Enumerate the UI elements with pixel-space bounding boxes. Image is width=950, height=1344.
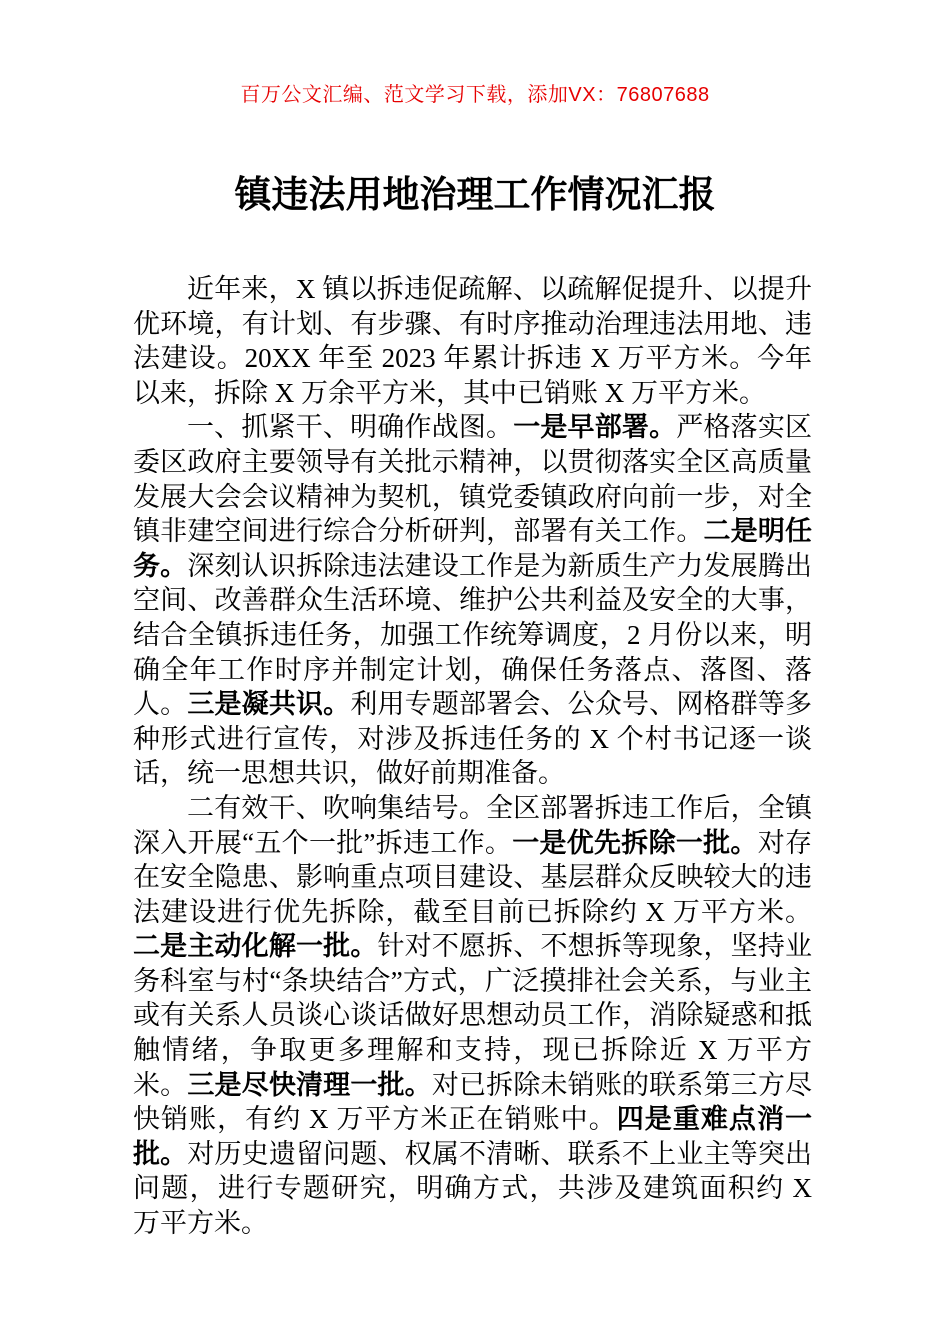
text-run: 对历史遗留问题、权属不清晰、联系不上业主等突出问题，进行专题研究，明确方式，共涉及建筑面积约 X 万平方米。	[133, 1138, 813, 1239]
text-run: 利用专题部署会、公众号、网格群等多种形式进行宣传，对涉及拆违任务的 X 个村书记逐一谈话，统一思想共识，做好前期准备。	[133, 689, 813, 789]
text-run: 一、抓紧干、明确作战图。	[187, 412, 514, 443]
emphasis-run: 四是重难点消一批。	[133, 1104, 812, 1169]
text-run: 对已拆除未销账的联系第三方尽快销账，有约 X 万平方米正在销账中。	[133, 1069, 813, 1135]
emphasis-run: 三是尽快清理一批。	[187, 1069, 432, 1100]
emphasis-run: 二是主动化解一批。	[133, 931, 378, 962]
document-title: 镇违法用地治理工作情况汇报	[234, 174, 716, 215]
paragraph	[133, 791, 812, 1241]
paragraph	[133, 272, 812, 410]
emphasis-run: 一是优先拆除一批。	[512, 827, 758, 858]
text-run: 对存在安全隐患、影响重点项目建设、基层群众反映较大的违法建设进行优先拆除，截至目前已拆除约 X 万平方米。	[133, 827, 812, 927]
text-run: 二有效干、吹响集结号。全区部署拆违工作后，全镇深入开展“五个一批”拆违工作。	[133, 792, 812, 858]
text-run: 针对不愿拆、不想拆等现象，坚持业务科室与村“条块结合”方式，广泛摸排社会关系，与业主或有关系人员谈心谈话做好思想动员工作，消除疑惑和抵触情绪，争取更多理解和支持，现已拆除近 X 万平方米。	[133, 931, 812, 1100]
text-run: 近年来，X 镇以拆违促疏解、以疏解促提升、以提升优环境，有计划、有步骤、有时序推动治理违法用地、违法建设。20XX 年至 2023 年累计拆违 X 万平方米。今年以来，拆除 X 万余平方米，其中已销账 X 万平方米。	[133, 274, 812, 408]
text-run: 严格落实区委区政府主要领导有关批示精神，以贯彻落实全区高质量发展大会会议精神为契机，镇党委镇政府向前一步，对全镇非建空间进行综合分析研判，部署有关工作。	[133, 412, 813, 547]
paragraph	[133, 410, 812, 791]
emphasis-run: 一是早部署。	[513, 412, 677, 443]
text-run: 深刻认识拆除违法建设工作是为新质生产力发展腾出空间、改善群众生活环境、维护公共利益及安全的大事，结合全镇拆违任务，加强工作统筹调度，2 月份以来，明确全年工作时序并制定计划，确保任务落点、落图、落人。	[133, 550, 813, 720]
document-body	[133, 272, 812, 1241]
promo-banner: 百万公文汇编、范文学习下载，添加VX：76807688	[240, 84, 710, 106]
emphasis-run: 二是明任务。	[133, 516, 813, 581]
emphasis-run: 三是凝共识。	[187, 689, 351, 720]
